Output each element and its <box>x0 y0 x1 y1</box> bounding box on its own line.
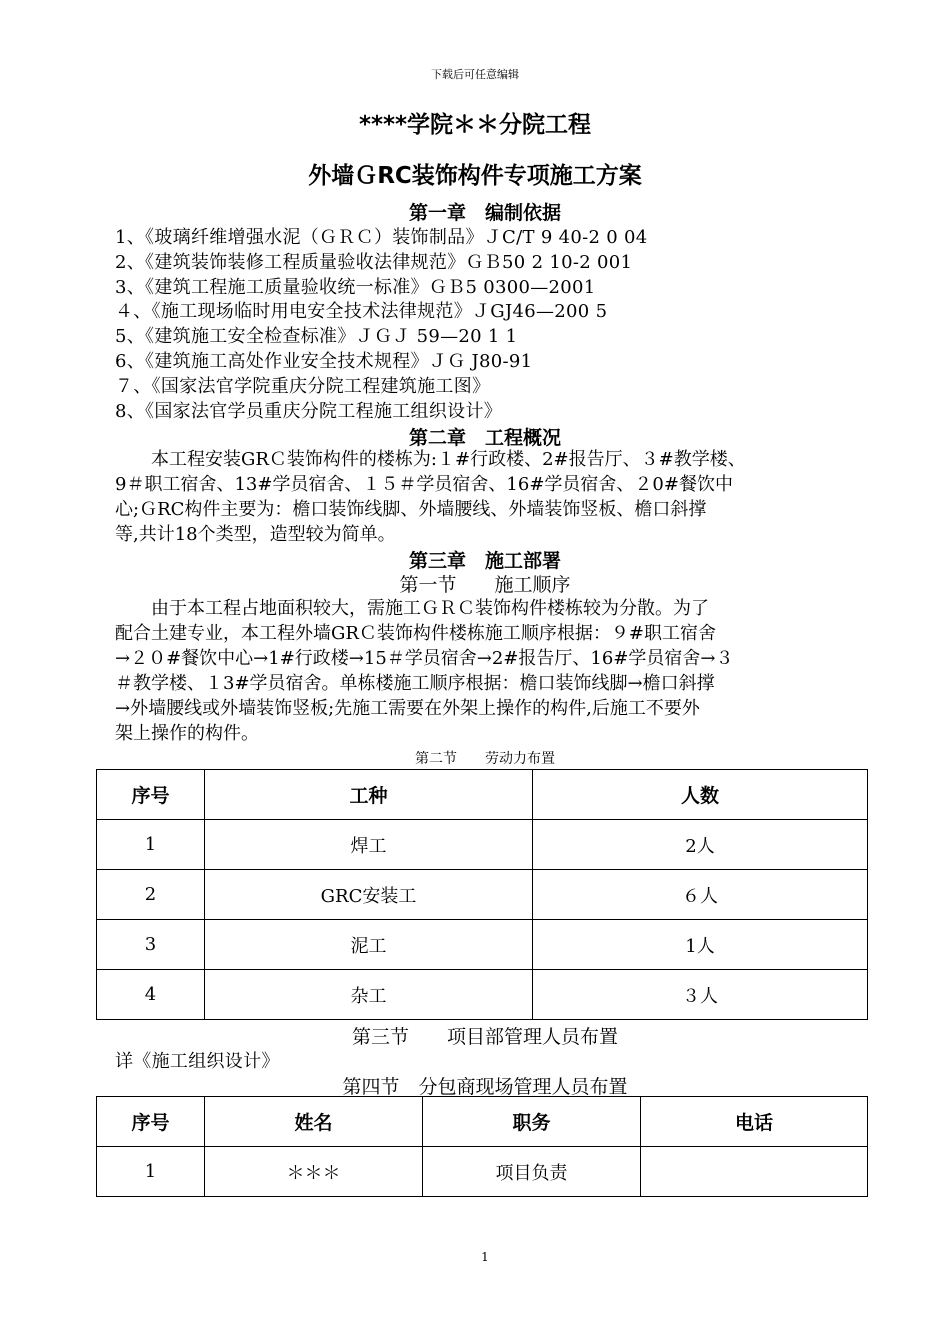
table-cell: 4 <box>97 970 205 1020</box>
paragraph-line: 等,共计18个类型，造型较为简单。 <box>115 524 396 545</box>
section3-title: 第三节 项目部管理人员布置 <box>351 1026 618 1048</box>
table-row <box>97 920 868 970</box>
table-header-cell: 姓名 <box>205 1097 423 1147</box>
table-cell: 1 <box>97 1147 205 1197</box>
table-row <box>97 820 868 870</box>
chapter1-title: 第一章 编制依据 <box>408 202 561 224</box>
reference-item: 6、《建筑施工高处作业安全技术规程》ＪＧ J80-91 <box>115 351 533 372</box>
table-row <box>97 970 868 1020</box>
paragraph-line: 配合土建专业，本工程外墙GRＣ装饰构件楼栋施工顺序根据：９#职工宿舍 <box>115 623 717 644</box>
paragraph-line: 架上操作的构件。 <box>115 723 259 744</box>
chapter2-title: 第二章 工程概况 <box>408 427 561 449</box>
table-cell: 1 <box>97 820 205 870</box>
table-cell: 3 <box>97 920 205 970</box>
document-title-line2: 外墙ＧRC装饰构件专项施工方案 <box>308 163 642 189</box>
table-cell: 项目负责 <box>423 1147 641 1197</box>
paragraph-line: 本工程安装GRＣ装饰构件的楼栋为:１#行政楼、2#报告厅、３#教学楼、 <box>115 449 746 470</box>
table-header-cell: 电话 <box>641 1097 868 1147</box>
table-header-row <box>97 1097 868 1147</box>
reference-item: 1、《玻璃纤维增强水泥（ＧＲＣ）装饰制品》ＪC/T 9 40-2 0 04 <box>115 227 648 248</box>
section4-title: 第四节 分包商现场管理人员布置 <box>342 1076 628 1098</box>
document-title-line1: ****学院＊＊分院工程 <box>358 112 592 138</box>
paragraph-line: 由于本工程占地面积较大，需施工ＧＲＣ装饰构件楼栋较为分散。为了 <box>115 598 709 619</box>
table-header-cell: 人数 <box>533 770 868 820</box>
paragraph-line: →外墙腰线或外墙装饰竖板;先施工需要在外架上操作的构件,后施工不要外 <box>115 698 700 719</box>
table-cell: ６人 <box>533 870 868 920</box>
reference-item: 5、《建筑施工安全检查标准》ＪＧＪ 59—20 1 1 <box>115 326 518 347</box>
reference-item: ７、《国家法官学院重庆分院工程建筑施工图》 <box>115 376 491 397</box>
chapter3-title: 第三章 施工部署 <box>408 550 561 572</box>
table-cell: GRC安装工 <box>205 870 533 920</box>
table-header-cell: 序号 <box>97 770 205 820</box>
table-row <box>97 870 868 920</box>
table-cell: ＊＊＊ <box>205 1147 423 1197</box>
paragraph-line: 9＃职工宿舍、13#学员宿舍、１５＃学员宿舍、16#学员宿舍、２0#餐饮中 <box>115 474 733 495</box>
table-cell: 泥工 <box>205 920 533 970</box>
page-number: 1 <box>481 1250 489 1264</box>
table-cell: 杂工 <box>205 970 533 1020</box>
reference-item: 2、《建筑装饰装修工程质量验收法律规范》ＧＢ50 2 10-2 001 <box>115 252 633 273</box>
table-cell: 2人 <box>533 820 868 870</box>
table-row <box>97 1147 868 1197</box>
section3-text: 详《施工组织设计》 <box>115 1051 280 1072</box>
table-cell: ３人 <box>533 970 868 1020</box>
table-cell: 1人 <box>533 920 868 970</box>
table-cell <box>641 1147 868 1197</box>
table-header-row <box>97 770 868 820</box>
table-header-cell: 工种 <box>205 770 533 820</box>
section1-paragraph <box>115 596 870 746</box>
paragraph-line: 心;ＧRC构件主要为：檐口装饰线脚、外墙腰线、外墙装饰竖板、檐口斜撑 <box>115 499 707 520</box>
paragraph-line: ＃教学楼、１3#学员宿舍。单栋楼施工顺序根据：檐口装饰线脚→檐口斜撑 <box>115 673 715 694</box>
header-note: 下载后可任意编辑 <box>431 68 519 81</box>
table-cell: 2 <box>97 870 205 920</box>
table-header-cell: 序号 <box>97 1097 205 1147</box>
reference-item: 8、《国家法官学员重庆分院工程施工组织设计》 <box>115 401 503 422</box>
management-table <box>96 1096 868 1197</box>
paragraph-line: →２０#餐饮中心→1#行政楼→15＃学员宿舍→2#报告厅、16#学员宿舍→３ <box>115 648 734 669</box>
table-cell: 焊工 <box>205 820 533 870</box>
reference-item: ４、《施工现场临时用电安全技术法律规范》ＪGJ46—200 5 <box>115 301 608 322</box>
chapter2-paragraph <box>115 447 870 547</box>
reference-item: 3、《建筑工程施工质量验收统一标准》ＧＢ5 0300—2001 <box>115 277 596 298</box>
labor-table <box>96 769 868 1020</box>
table-header-cell: 职务 <box>423 1097 641 1147</box>
section1-title: 第一节 施工顺序 <box>399 574 571 596</box>
section2-title: 第二节 劳动力布置 <box>415 751 555 767</box>
